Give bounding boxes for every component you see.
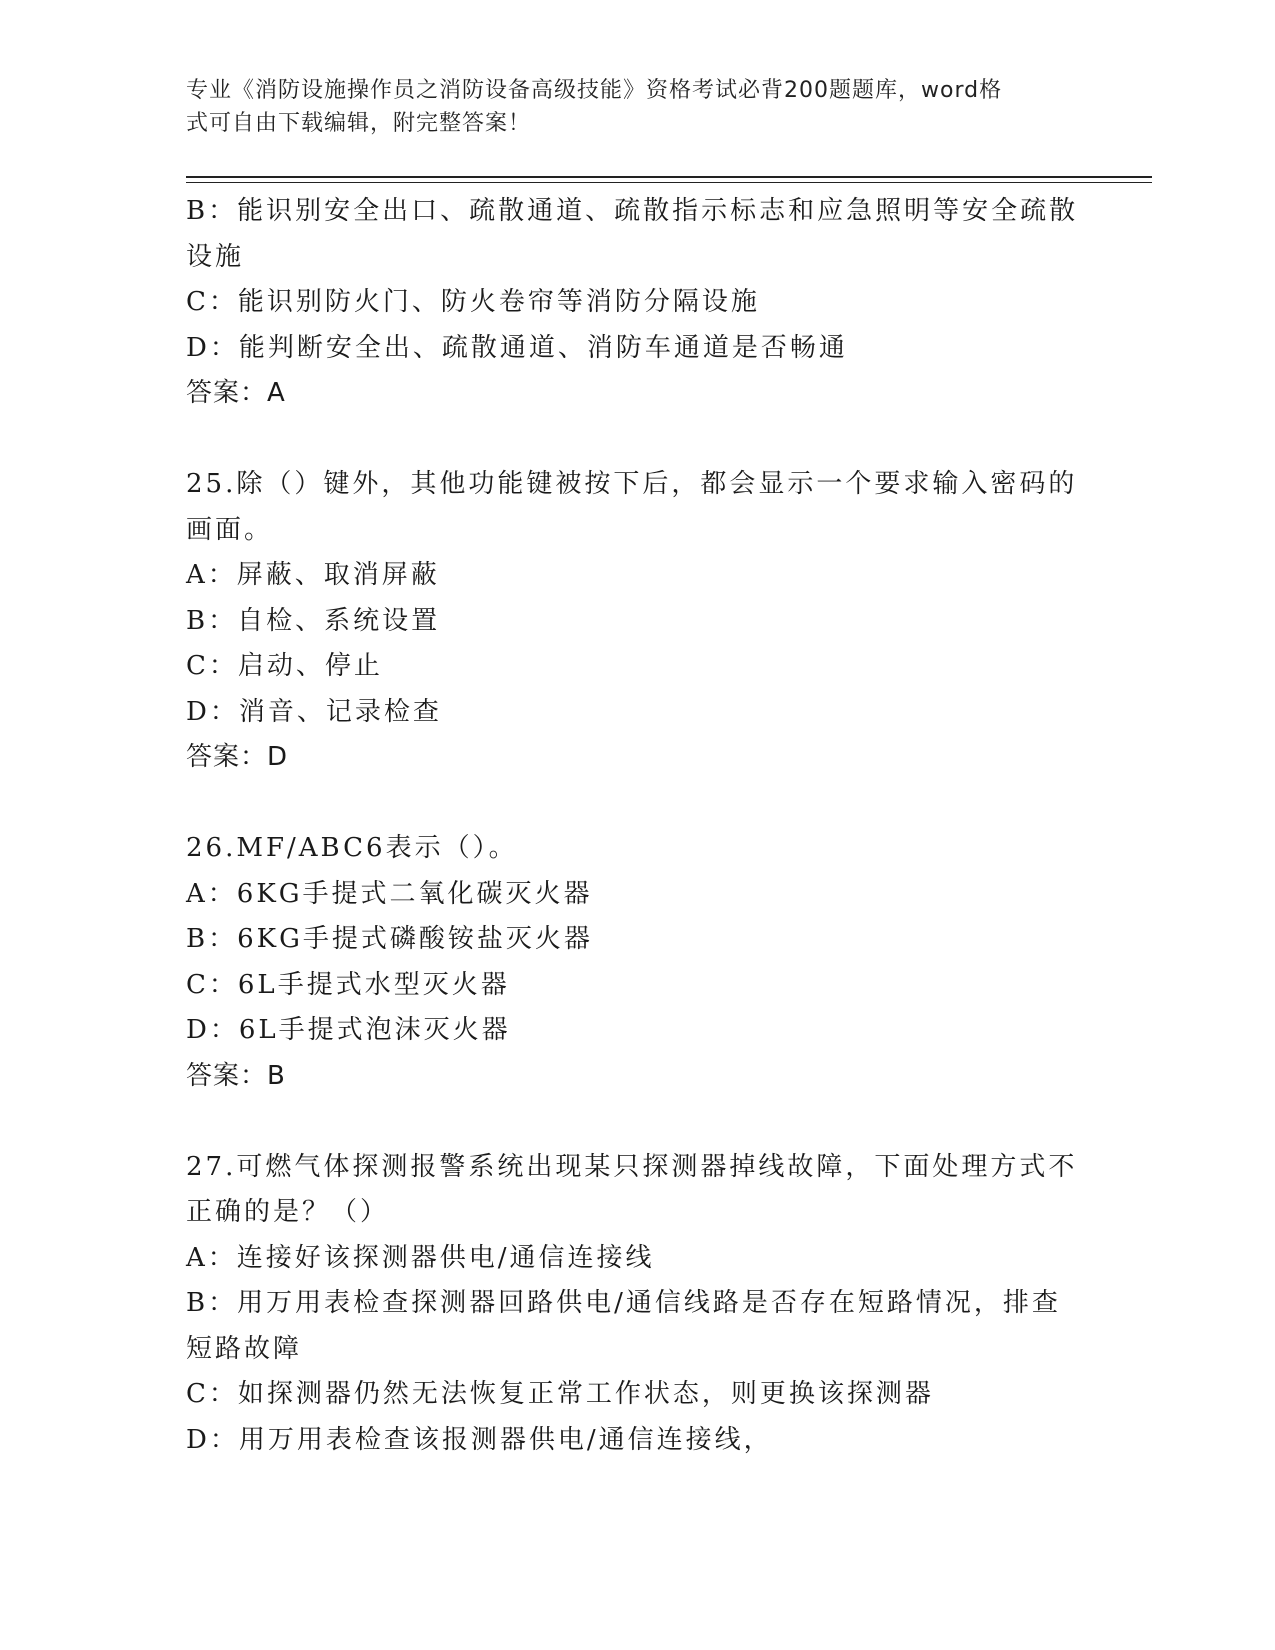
option-d: D：能判断安全出、疏散通道、消防车通道是否畅通 <box>186 332 848 363</box>
header-divider-thick <box>186 176 1152 178</box>
option-b-line-1: B：能识别安全出口、疏散通道、疏散指示标志和应急照明等安全疏散 <box>186 196 1079 226</box>
option-c: C：如探测器仍然无法恢复正常工作状态，则更换该探测器 <box>186 1379 934 1409</box>
answer: 答案：B <box>186 1060 286 1091</box>
question-stem-line-2: 正确的是？（） <box>186 1197 390 1227</box>
question-24 <box>186 189 1086 417</box>
question-26 <box>186 826 1086 1099</box>
option-a: A：6KG手提式二氧化碳灭火器 <box>186 878 593 909</box>
option-b-line-2: 短路故障 <box>186 1333 303 1364</box>
question-stem: 26.MF/ABC6表示（）。 <box>186 833 518 863</box>
question-stem-line-2: 画面。 <box>186 514 274 545</box>
question-list <box>186 189 1086 1463</box>
answer: 答案：A <box>186 378 286 408</box>
question-stem-line-1: 27.可燃气体探测报警系统出现某只探测器掉线故障，下面处理方式不 <box>186 1151 1078 1182</box>
spacer <box>186 781 1086 827</box>
question-stem-line-1: 25.除（）键外，其他功能键被按下后，都会显示一个要求输入密码的 <box>186 469 1078 499</box>
header-line-2: 式可自由下载编辑，附完整答案！ <box>186 111 532 136</box>
option-d: D：用万用表检查该报测器供电/通信连接线， <box>186 1424 773 1455</box>
document-header <box>186 74 1066 140</box>
option-b-line-2: 设施 <box>186 241 245 272</box>
option-a: A：屏蔽、取消屏蔽 <box>186 560 440 590</box>
question-25 <box>186 462 1086 781</box>
option-d: D：6L手提式泡沫灭火器 <box>186 1015 511 1045</box>
option-b: B：6KG手提式磷酸铵盐灭火器 <box>186 924 593 954</box>
option-a: A：连接好该探测器供电/通信连接线 <box>186 1242 655 1273</box>
option-b: B：自检、系统设置 <box>186 605 441 636</box>
option-c: C：启动、停止 <box>186 651 383 681</box>
option-d: D：消音、记录检查 <box>186 696 442 727</box>
option-b-line-1: B：用万用表检查探测器回路供电/通信线路是否存在短路情况，排查 <box>186 1288 1061 1318</box>
option-c: C：能识别防火门、防火卷帘等消防分隔设施 <box>186 287 760 317</box>
header-divider-thin <box>186 182 1152 183</box>
header-line-1: 专业《消防设施操作员之消防设备高级技能》资格考试必背200题题库，word格 <box>186 78 1003 103</box>
question-27 <box>186 1145 1086 1464</box>
option-c: C：6L手提式水型灭火器 <box>186 969 510 1000</box>
spacer <box>186 1099 1086 1145</box>
spacer <box>186 417 1086 463</box>
answer: 答案：D <box>186 742 289 772</box>
